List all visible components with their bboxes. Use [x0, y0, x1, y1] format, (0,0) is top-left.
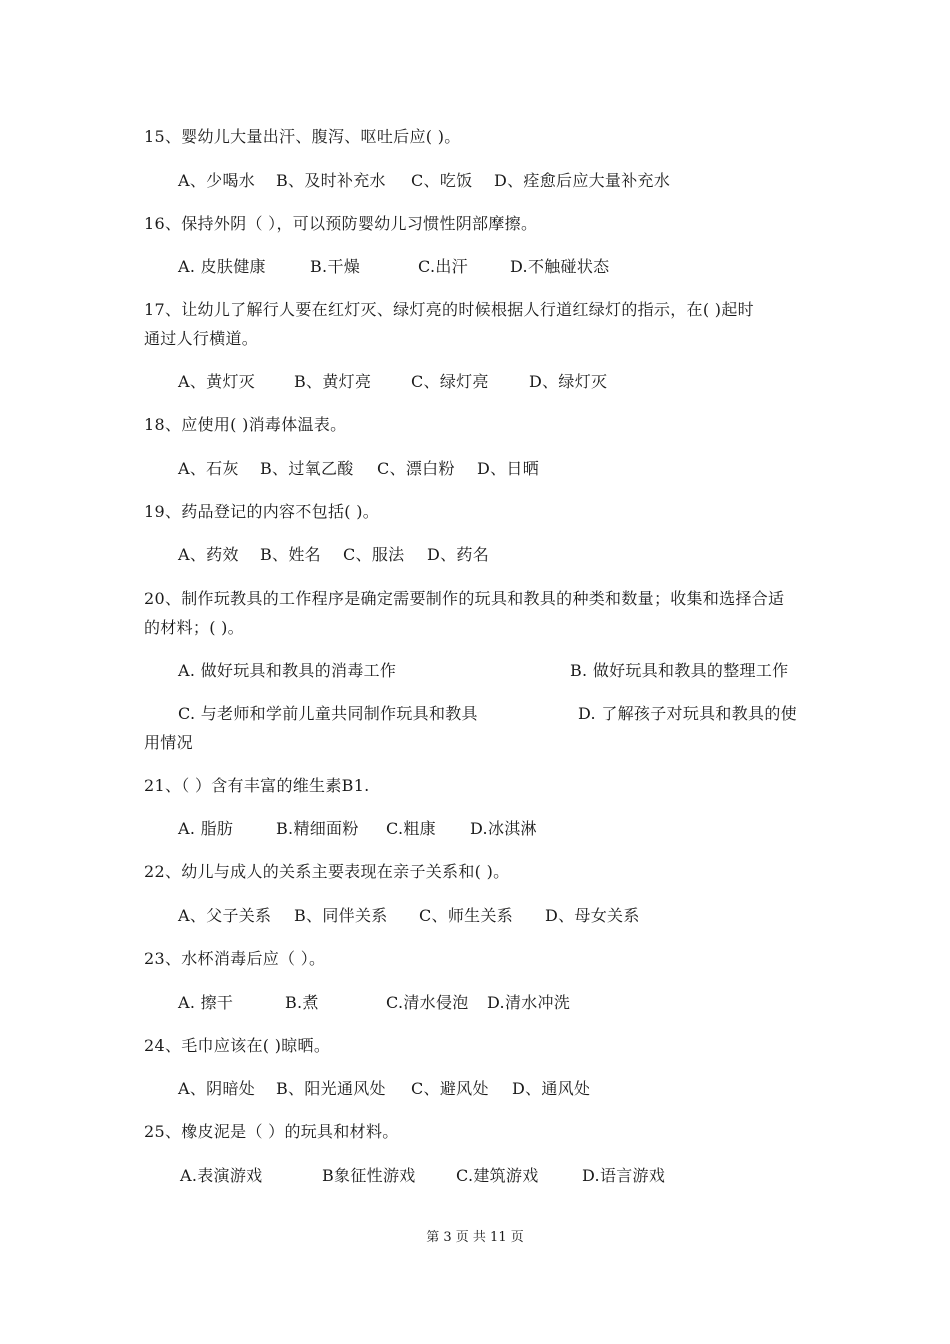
question-21-option-c: C.粗康: [386, 819, 436, 838]
question-21-option-a: A. 脂肪: [178, 819, 234, 838]
question-19-option-b: B、姓名: [260, 545, 321, 564]
question-20-stem-line2: 的材料；( )。: [144, 618, 244, 637]
question-18-option-b: B、过氧乙酸: [260, 459, 354, 478]
question-24-option-b: B、阳光通风处: [276, 1079, 386, 1098]
question-25-option-a: A.表演游戏: [180, 1166, 263, 1185]
question-20-option-d-continuation: 用情况: [144, 733, 193, 752]
question-17-stem-line2: 通过人行横道。: [144, 329, 259, 348]
page-footer: 第 3 页 共 11 页: [426, 1230, 524, 1245]
question-15-stem: 15、婴幼儿大量出汗、腹泻、呕吐后应( )。: [144, 127, 461, 146]
question-17-stem-line1: 17、让幼儿了解行人要在红灯灭、绿灯亮的时候根据人行道红绿灯的指示，在( )起时: [144, 300, 754, 319]
question-25-option-c: C.建筑游戏: [456, 1166, 539, 1185]
question-21-option-d: D.冰淇淋: [470, 819, 537, 838]
question-23-option-c: C.清水侵泡: [386, 993, 469, 1012]
question-24-option-d: D、通风处: [512, 1079, 591, 1098]
question-16-option-c: C.出汗: [418, 257, 468, 276]
question-17-option-c: C、绿灯亮: [411, 372, 489, 391]
question-22-option-b: B、同伴关系: [294, 906, 388, 925]
question-18-option-d: D、日晒: [477, 459, 540, 478]
question-16-stem: 16、保持外阴（ ），可以预防婴幼儿习惯性阴部摩擦。: [144, 214, 538, 233]
question-18-stem: 18、应使用( )消毒体温表。: [144, 415, 347, 434]
question-15-option-c: C、吃饭: [411, 171, 473, 190]
question-24-stem: 24、毛巾应该在( )晾晒。: [144, 1036, 331, 1055]
question-16-option-d: D.不触碰状态: [510, 257, 610, 276]
question-17-option-b: B、黄灯亮: [294, 372, 372, 391]
question-25-option-b: B象征性游戏: [322, 1166, 416, 1185]
question-23-stem: 23、水杯消毒后应（ ）。: [144, 949, 326, 968]
question-19-option-c: C、服法: [343, 545, 405, 564]
question-21-option-b: B.精细面粉: [276, 819, 359, 838]
question-25-stem: 25、橡皮泥是（ ）的玩具和材料。: [144, 1122, 399, 1141]
question-15-option-d: D、痊愈后应大量补充水: [494, 171, 671, 190]
question-16-option-b: B.干燥: [310, 257, 361, 276]
question-23-option-d: D.清水冲洗: [487, 993, 571, 1012]
question-23-option-a: A. 擦干: [178, 993, 234, 1012]
question-17-option-a: A、黄灯灭: [178, 372, 256, 391]
question-19-option-a: A、药效: [178, 545, 239, 564]
question-23-option-b: B.煮: [285, 993, 319, 1012]
question-24-option-c: C、避风处: [411, 1079, 489, 1098]
question-22-stem: 22、幼儿与成人的关系主要表现在亲子关系和( )。: [144, 862, 510, 881]
question-20-option-b: B. 做好玩具和教具的整理工作: [570, 661, 789, 680]
question-17-option-d: D、绿灯灭: [529, 372, 608, 391]
question-18-option-c: C、漂白粉: [377, 459, 455, 478]
question-15-option-b: B、及时补充水: [276, 171, 386, 190]
question-24-option-a: A、阴暗处: [178, 1079, 256, 1098]
question-22-option-d: D、母女关系: [545, 906, 640, 925]
question-22-option-a: A、父子关系: [178, 906, 272, 925]
question-15-option-a: A、少喝水: [178, 171, 256, 190]
question-18-option-a: A、石灰: [178, 459, 239, 478]
question-16-option-a: A. 皮肤健康: [178, 257, 266, 276]
question-25-option-d: D.语言游戏: [582, 1166, 666, 1185]
question-21-stem: 21、（ ）含有丰富的维生素B1.: [144, 776, 370, 795]
question-19-stem: 19、药品登记的内容不包括( )。: [144, 502, 380, 521]
question-20-option-d: D. 了解孩子对玩具和教具的使: [578, 704, 797, 723]
question-20-option-c: C. 与老师和学前儿童共同制作玩具和教具: [178, 704, 478, 723]
question-22-option-c: C、师生关系: [419, 906, 514, 925]
question-19-option-d: D、药名: [427, 545, 490, 564]
question-20-option-a: A. 做好玩具和教具的消毒工作: [178, 661, 397, 680]
question-20-stem-line1: 20、制作玩教具的工作程序是确定需要制作的玩具和教具的种类和数量；收集和选择合适: [144, 589, 785, 608]
